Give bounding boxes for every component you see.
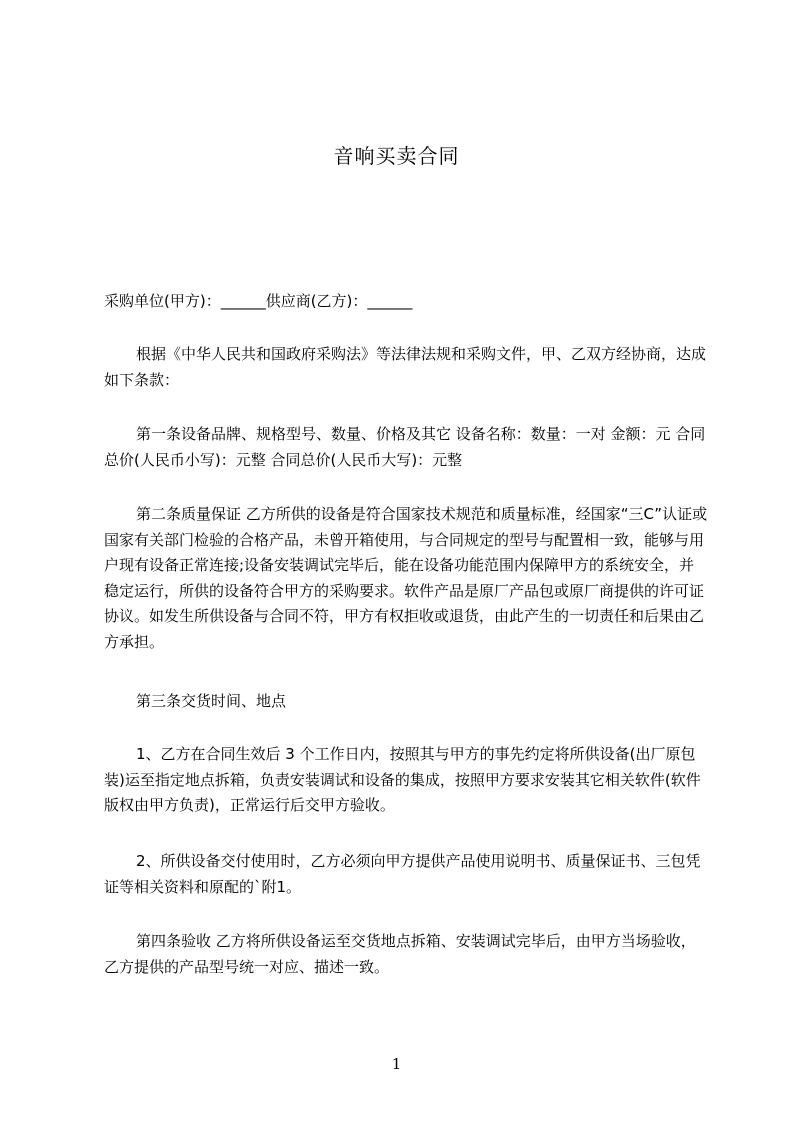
article-2-paragraph: 第二条质量保证 乙方所供的设备是符合国家技术规范和质量标准，经国家“三C”认证或国家有关部门检验的合格产品，未曾开箱使用，与合同规定的型号与配置相一致，能够与用户现有设备正常连接;设备安装调试完毕后，能在设备功能范围内保障甲方的系统安全，并稳定运行，所供的设备符合甲方的采购要求。软件产品是原厂产品包或原厂商提供的许可证协议。如发生所供设备与合同不符，甲方有权拒收或退货，由此产生的一切责任和后果由乙方承担。: [104, 505, 708, 651]
article-1-paragraph: 第一条设备品牌、规格型号、数量、价格及其它 设备名称：数量：一对 金额：元 合同总价(人民币小写)：元整 合同总价(人民币大写)：元整: [104, 425, 706, 469]
preamble-paragraph: 根据《中华人民共和国政府采购法》等法律法规和采购文件，甲、乙双方经协商，达成如下条款：: [104, 345, 707, 389]
article-3-heading: 第三条交货时间、地点: [136, 692, 287, 710]
article-4-paragraph: 第四条验收 乙方将所供设备运至交货地点拆箱、安装调试完毕后，由甲方当场验收，乙方提供的产品型号统一对应、描述一致。: [104, 932, 696, 976]
article-3-item-1: 1、乙方在合同生效后 3 个工作日内，按照其与甲方的事先约定将所供设备(出厂原包装)运至指定地点拆箱，负责安装调试和设备的集成，按照甲方要求安装其它相关软件(软件版权由甲方负责)，正常运行后交甲方验收。: [104, 745, 701, 814]
parties-line: 采购单位(甲方)：______供应商(乙方)：______: [104, 292, 413, 310]
page-number: 1: [391, 1055, 402, 1073]
document-title: 音响买卖合同: [333, 144, 460, 168]
article-3-item-2: 2、所供设备交付使用时，乙方必须向甲方提供产品使用说明书、质量保证书、三包凭证等相关资料和原配的`附1。: [104, 852, 701, 896]
